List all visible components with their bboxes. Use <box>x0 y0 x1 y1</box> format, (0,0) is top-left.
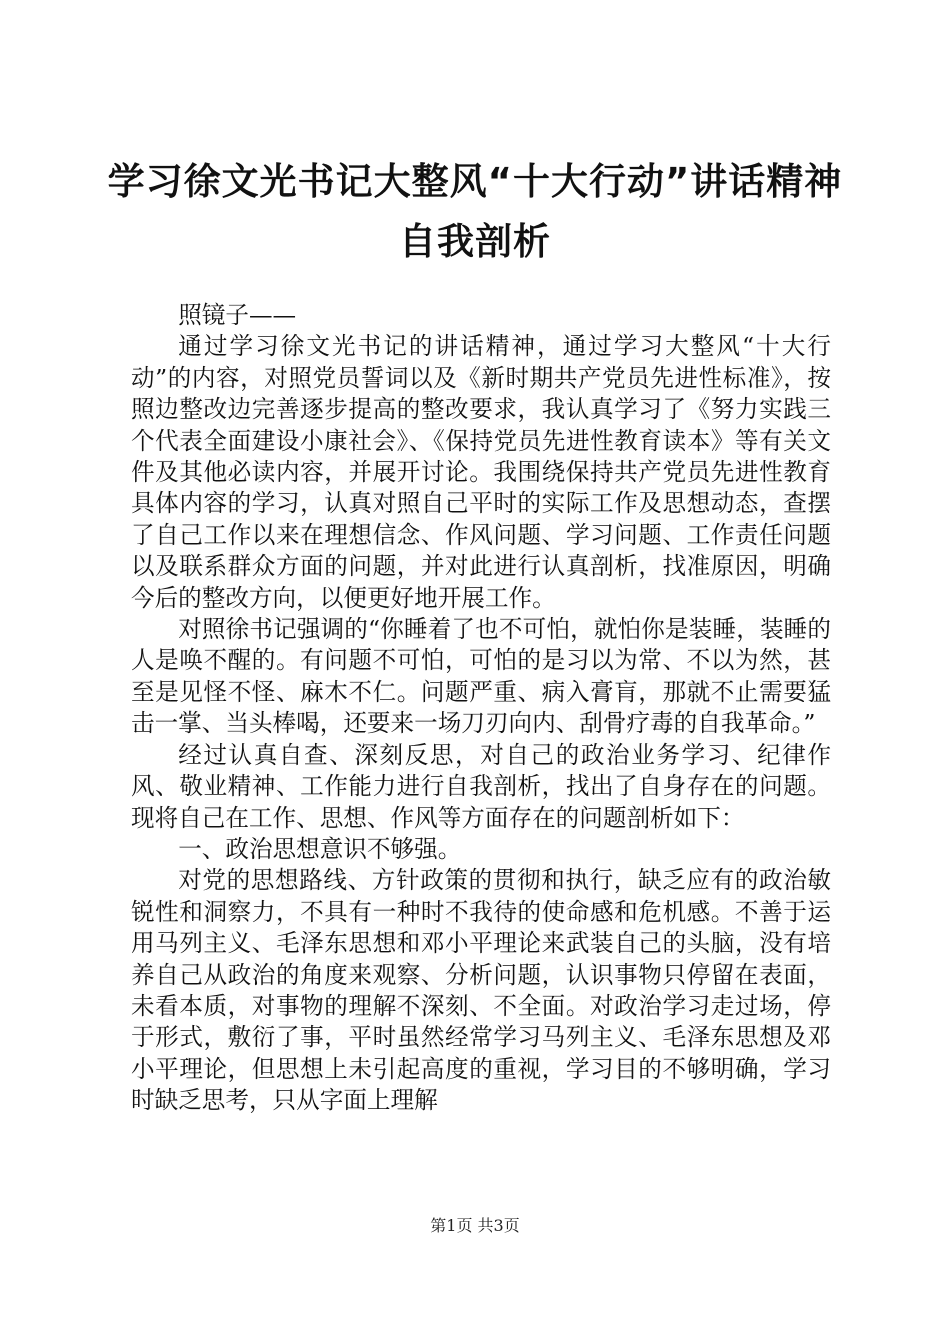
section-heading: 一、政治思想意识不够强。 <box>178 834 462 863</box>
paragraph: 经过认真自查、深刻反思，对自己的政治业务学习、纪律作风、敬业精神、工作能力进行自我剖析，找出了自身存在的问题。现将自己在工作、思想、作风等方面存在的问题剖析如下： <box>131 740 831 832</box>
paragraph: 通过学习徐文光书记的讲话精神，通过学习大整风“十大行动”的内容，对照党员誓词以及《新时期共产党员先进性标准》，按照边整改边完善逐步提高的整改要求，我认真学习了《努力实践三个代表全面建设小康社会》、《保持党员先进性教育读本》等有关文件及其他必读内容，并展开讨论。我围绕保持共产党员先进性教育具体内容的学习，认真对照自己平时的实际工作及思想动态，查摆了自己工作以来在理想信念、作风问题、学习问题、工作责任问题以及联系群众方面的问题，并对此进行认真剖析，找准原因，明确今后的整改方向，以便更好地开展工作。 <box>131 332 831 612</box>
document-body <box>131 300 831 1117</box>
paragraph-heading: 照镜子—— <box>178 301 297 329</box>
paragraph: 对照徐书记强调的“你睡着了也不可怕，就怕你是装睡，装睡的人是唤不醒的。有问题不可怕，可怕的是习以为常、不以为然，甚至是见怪不怪、麻木不仁。问题严重、病入膏肓，那就不止需要猛击一掌、当头棒喝，还要来一场刀刃向内、刮骨疗毒的自我革命。” <box>131 615 831 738</box>
document-title-line-2: 自我剖析 <box>399 220 551 263</box>
paragraph: 对党的思想路线、方针政策的贯彻和执行，缺乏应有的政治敏锐性和洞察力，不具有一种时不我待的使命感和危机感。不善于运用马列主义、毛泽东思想和邓小平理论来武装自己的头脑，没有培养自己从政治的角度来观察、分析问题，认识事物只停留在表面，未看本质，对事物的理解不深刻、不全面。对政治学习走过场，停于形式，敷衍了事，平时虽然经常学习马列主义、毛泽东思想及邓小平理论，但思想上未引起高度的重视，学习目的不够明确，学习时缺乏思考，只从字面上理解 <box>131 866 831 1115</box>
page-number-footer: 第1页 共3页 <box>430 1216 520 1235</box>
document-title-line-1: 学习徐文光书记大整风“十大行动”讲话精神 <box>107 160 843 203</box>
